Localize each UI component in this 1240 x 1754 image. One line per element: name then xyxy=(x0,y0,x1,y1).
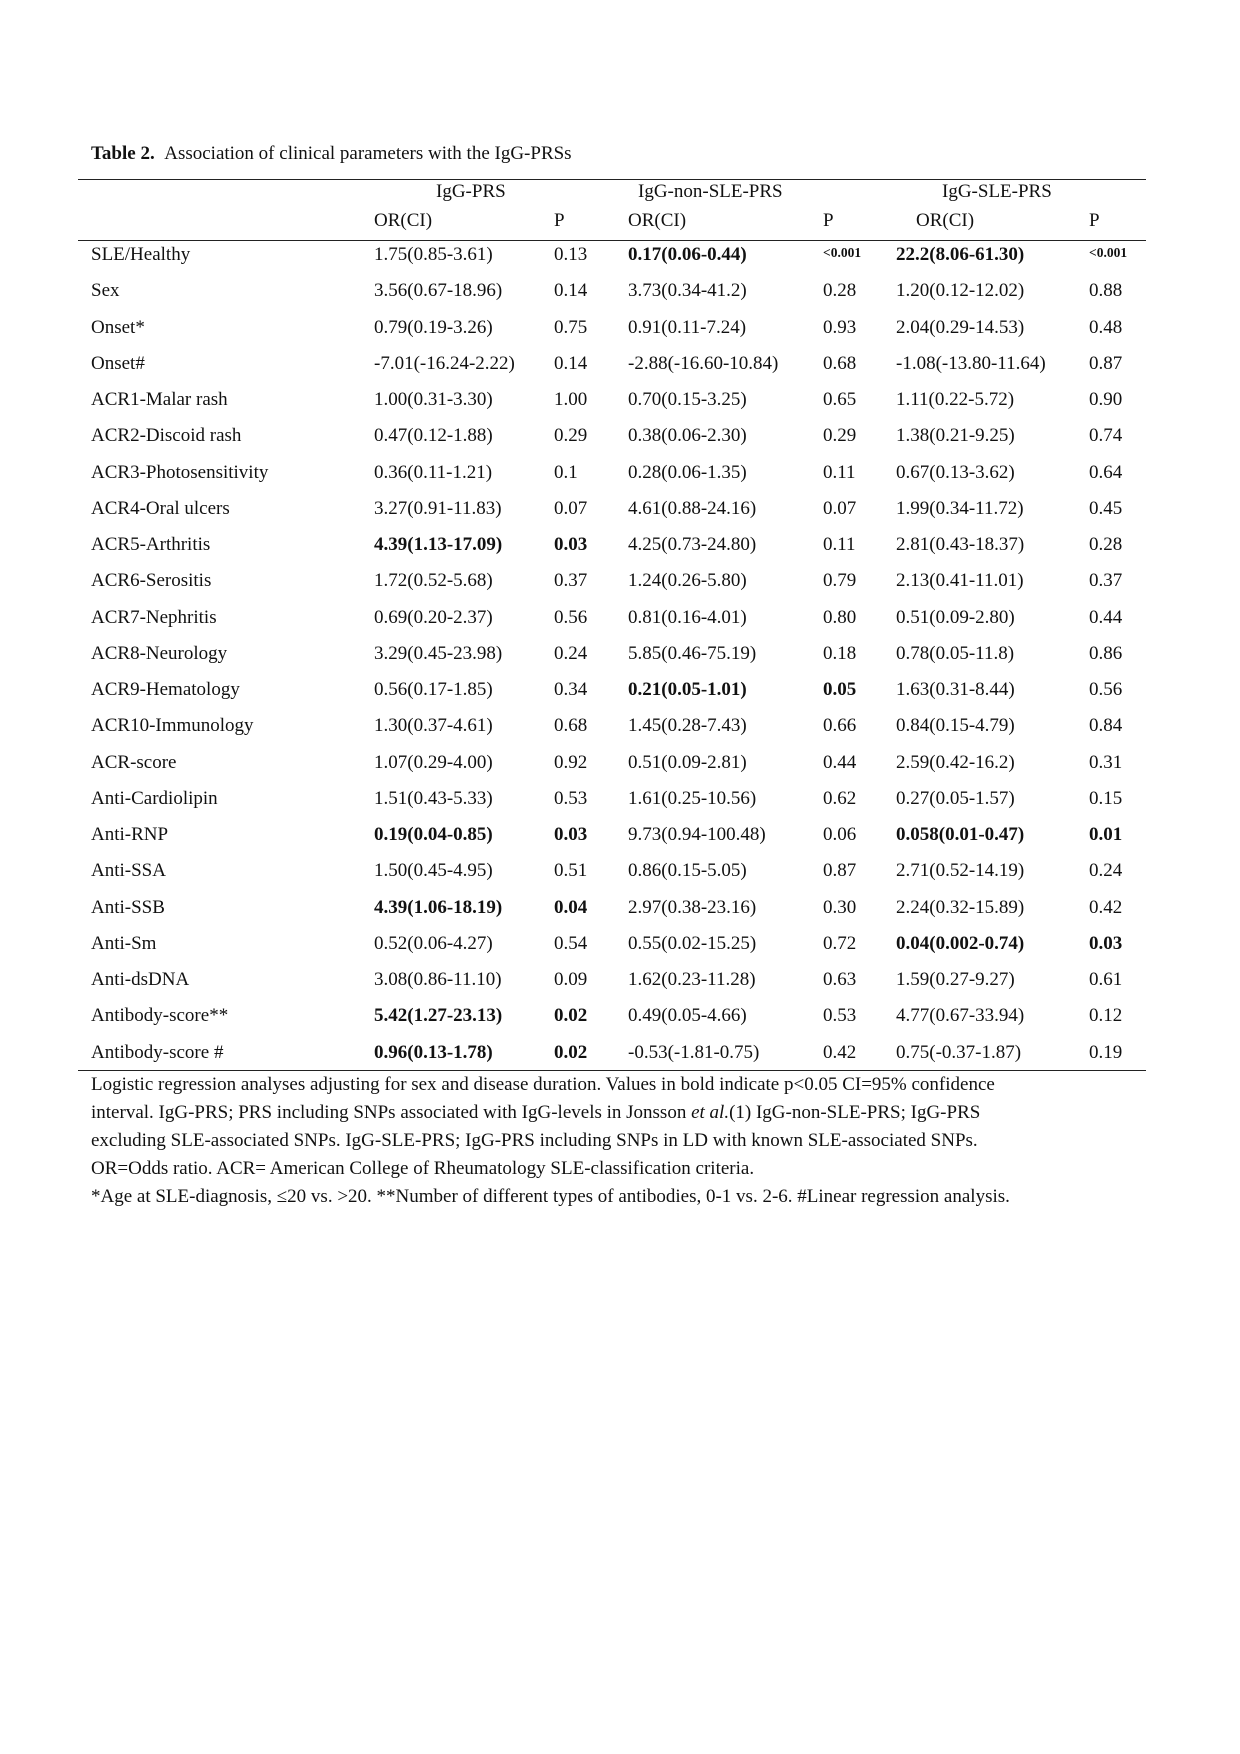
igg-prs-or-ci: 0.19(0.04-0.85) xyxy=(374,824,493,845)
igg-non-sle-prs-or-ci: 0.28(0.06-1.35) xyxy=(628,462,747,483)
igg-sle-prs-or-ci: -1.08(-13.80-11.64) xyxy=(896,353,1046,374)
group-header-igg-sle-prs: IgG-SLE-PRS xyxy=(942,181,1052,202)
row-label: Onset* xyxy=(91,317,145,338)
footnote-line-3: excluding SLE-associated SNPs. IgG-SLE-PRS; IgG-PRS including SNPs in LD with known SLE-associated SNPs. xyxy=(91,1130,978,1151)
igg-non-sle-prs-or-ci: 0.55(0.02-15.25) xyxy=(628,933,757,954)
table-footnotes xyxy=(91,1071,1151,1211)
igg-prs-or-ci: 0.79(0.19-3.26) xyxy=(374,317,493,338)
row-label: ACR5-Arthritis xyxy=(91,534,211,555)
igg-non-sle-prs-or-ci: 0.91(0.11-7.24) xyxy=(628,317,747,338)
table-caption-label: Table 2. xyxy=(91,143,155,164)
igg-prs-p: 0.09 xyxy=(554,969,588,990)
igg-non-sle-prs-or-ci: 4.61(0.88-24.16) xyxy=(628,498,757,519)
row-label: Antibody-score # xyxy=(91,1042,224,1063)
table-top-rule xyxy=(78,179,1146,180)
igg-non-sle-prs-p: 0.06 xyxy=(823,824,857,845)
igg-sle-prs-p: 0.48 xyxy=(1089,317,1123,338)
igg-prs-p: 0.68 xyxy=(554,715,588,736)
igg-sle-prs-or-ci: 2.71(0.52-14.19) xyxy=(896,860,1025,881)
igg-prs-or-ci: 4.39(1.06-18.19) xyxy=(374,897,503,918)
igg-non-sle-prs-p: 0.30 xyxy=(823,897,857,918)
igg-prs-or-ci: 3.56(0.67-18.96) xyxy=(374,280,503,301)
igg-non-sle-prs-p: 0.44 xyxy=(823,752,857,773)
igg-prs-or-ci: 1.07(0.29-4.00) xyxy=(374,752,493,773)
igg-sle-prs-p: 0.31 xyxy=(1089,752,1123,773)
igg-sle-prs-or-ci: 0.04(0.002-0.74) xyxy=(896,933,1025,954)
row-label: ACR10-Immunology xyxy=(91,715,254,736)
igg-non-sle-prs-or-ci: 0.70(0.15-3.25) xyxy=(628,389,747,410)
igg-sle-prs-p: 0.64 xyxy=(1089,462,1123,483)
igg-prs-or-ci: -7.01(-16.24-2.22) xyxy=(374,353,515,374)
igg-prs-p: 0.53 xyxy=(554,788,588,809)
subheader-p-3: P xyxy=(1089,210,1100,231)
footnote-line-2 xyxy=(91,1099,1151,1127)
igg-sle-prs-or-ci: 0.51(0.09-2.80) xyxy=(896,607,1015,628)
igg-sle-prs-p: 0.24 xyxy=(1089,860,1123,881)
igg-prs-p: 0.02 xyxy=(554,1042,588,1063)
igg-non-sle-prs-p: 0.11 xyxy=(823,462,856,483)
igg-prs-or-ci: 0.47(0.12-1.88) xyxy=(374,425,493,446)
igg-non-sle-prs-p: 0.42 xyxy=(823,1042,857,1063)
igg-sle-prs-or-ci: 4.77(0.67-33.94) xyxy=(896,1005,1025,1026)
igg-non-sle-prs-or-ci: 0.17(0.06-0.44) xyxy=(628,244,747,265)
igg-sle-prs-or-ci: 0.84(0.15-4.79) xyxy=(896,715,1015,736)
igg-sle-prs-or-ci: 0.27(0.05-1.57) xyxy=(896,788,1015,809)
igg-non-sle-prs-p: 0.53 xyxy=(823,1005,857,1026)
igg-sle-prs-p: 0.87 xyxy=(1089,353,1123,374)
igg-non-sle-prs-or-ci: 0.21(0.05-1.01) xyxy=(628,679,747,700)
igg-prs-p: 0.75 xyxy=(554,317,588,338)
igg-non-sle-prs-p: <0.001 xyxy=(823,245,862,260)
row-label: ACR2-Discoid rash xyxy=(91,425,242,446)
igg-non-sle-prs-or-ci: 3.73(0.34-41.2) xyxy=(628,280,747,301)
igg-prs-p: 0.04 xyxy=(554,897,588,918)
footnote-line-2-italic: et al. xyxy=(691,1102,730,1123)
igg-prs-or-ci: 5.42(1.27-23.13) xyxy=(374,1005,503,1026)
igg-sle-prs-p: 0.44 xyxy=(1089,607,1123,628)
subheader-or-ci-3: OR(CI) xyxy=(916,210,975,231)
igg-non-sle-prs-p: 0.05 xyxy=(823,679,857,700)
igg-sle-prs-p: 0.45 xyxy=(1089,498,1123,519)
row-label: Anti-SSB xyxy=(91,897,165,918)
igg-prs-p: 0.29 xyxy=(554,425,588,446)
row-label: ACR9-Hematology xyxy=(91,679,240,700)
table-header-rule xyxy=(78,240,1146,241)
igg-non-sle-prs-or-ci: 1.62(0.23-11.28) xyxy=(628,969,756,990)
igg-prs-p: 0.03 xyxy=(554,534,588,555)
igg-sle-prs-p: 0.12 xyxy=(1089,1005,1123,1026)
footnote-line-5: *Age at SLE-diagnosis, ≤20 vs. >20. **Number of different types of antibodies, 0-1 vs. 2-6. #Linear regression analysis. xyxy=(91,1186,1010,1207)
group-header-igg-prs: IgG-PRS xyxy=(436,181,506,202)
igg-prs-or-ci: 0.36(0.11-1.21) xyxy=(374,462,493,483)
igg-sle-prs-or-ci: 2.81(0.43-18.37) xyxy=(896,534,1025,555)
igg-non-sle-prs-p: 0.79 xyxy=(823,570,857,591)
igg-non-sle-prs-or-ci: 2.97(0.38-23.16) xyxy=(628,897,757,918)
row-label: Anti-dsDNA xyxy=(91,969,190,990)
igg-prs-p: 0.03 xyxy=(554,824,588,845)
row-label: Sex xyxy=(91,280,120,301)
row-label: SLE/Healthy xyxy=(91,244,191,265)
igg-sle-prs-p: 0.42 xyxy=(1089,897,1123,918)
igg-sle-prs-p: 0.37 xyxy=(1089,570,1123,591)
row-label: ACR6-Serositis xyxy=(91,570,212,591)
igg-prs-p: 0.51 xyxy=(554,860,588,881)
igg-sle-prs-or-ci: 1.11(0.22-5.72) xyxy=(896,389,1015,410)
igg-non-sle-prs-p: 0.63 xyxy=(823,969,857,990)
igg-prs-or-ci: 1.50(0.45-4.95) xyxy=(374,860,493,881)
igg-non-sle-prs-or-ci: 0.49(0.05-4.66) xyxy=(628,1005,747,1026)
igg-prs-p: 0.14 xyxy=(554,353,588,374)
igg-sle-prs-or-ci: 2.04(0.29-14.53) xyxy=(896,317,1025,338)
row-label: Onset# xyxy=(91,353,145,374)
row-label: Anti-SSA xyxy=(91,860,166,881)
igg-non-sle-prs-p: 0.11 xyxy=(823,534,856,555)
igg-sle-prs-p: <0.001 xyxy=(1089,245,1128,260)
igg-sle-prs-or-ci: 22.2(8.06-61.30) xyxy=(896,244,1025,265)
igg-sle-prs-p: 0.61 xyxy=(1089,969,1123,990)
igg-sle-prs-p: 0.03 xyxy=(1089,933,1123,954)
igg-sle-prs-p: 0.15 xyxy=(1089,788,1123,809)
igg-prs-p: 0.14 xyxy=(554,280,588,301)
igg-sle-prs-or-ci: 1.59(0.27-9.27) xyxy=(896,969,1015,990)
row-label: ACR-score xyxy=(91,752,177,773)
igg-prs-p: 0.92 xyxy=(554,752,588,773)
igg-non-sle-prs-p: 0.87 xyxy=(823,860,857,881)
igg-prs-or-ci: 0.96(0.13-1.78) xyxy=(374,1042,493,1063)
igg-sle-prs-or-ci: 0.058(0.01-0.47) xyxy=(896,824,1025,845)
igg-non-sle-prs-or-ci: 5.85(0.46-75.19) xyxy=(628,643,757,664)
igg-sle-prs-p: 0.01 xyxy=(1089,824,1123,845)
subheader-or-ci-2: OR(CI) xyxy=(628,210,687,231)
igg-non-sle-prs-or-ci: -0.53(-1.81-0.75) xyxy=(628,1042,760,1063)
igg-prs-or-ci: 3.27(0.91-11.83) xyxy=(374,498,502,519)
igg-non-sle-prs-p: 0.62 xyxy=(823,788,857,809)
igg-prs-or-ci: 1.72(0.52-5.68) xyxy=(374,570,493,591)
igg-sle-prs-p: 0.90 xyxy=(1089,389,1123,410)
igg-prs-or-ci: 0.52(0.06-4.27) xyxy=(374,933,493,954)
igg-prs-or-ci: 1.51(0.43-5.33) xyxy=(374,788,493,809)
row-label: ACR1-Malar rash xyxy=(91,389,228,410)
igg-prs-or-ci: 3.08(0.86-11.10) xyxy=(374,969,502,990)
row-label: Anti-Cardiolipin xyxy=(91,788,218,809)
igg-non-sle-prs-p: 0.80 xyxy=(823,607,857,628)
igg-non-sle-prs-p: 0.93 xyxy=(823,317,857,338)
table-caption xyxy=(91,143,572,165)
igg-sle-prs-p: 0.56 xyxy=(1089,679,1123,700)
igg-prs-p: 0.37 xyxy=(554,570,588,591)
igg-sle-prs-p: 0.88 xyxy=(1089,280,1123,301)
igg-sle-prs-or-ci: 2.13(0.41-11.01) xyxy=(896,570,1024,591)
igg-sle-prs-or-ci: 0.78(0.05-11.8) xyxy=(896,643,1015,664)
igg-non-sle-prs-or-ci: 1.45(0.28-7.43) xyxy=(628,715,747,736)
igg-non-sle-prs-p: 0.66 xyxy=(823,715,857,736)
igg-sle-prs-p: 0.19 xyxy=(1089,1042,1123,1063)
igg-prs-p: 0.1 xyxy=(554,462,578,483)
row-label: ACR7-Nephritis xyxy=(91,607,217,628)
igg-sle-prs-p: 0.28 xyxy=(1089,534,1123,555)
igg-non-sle-prs-or-ci: 0.81(0.16-4.01) xyxy=(628,607,747,628)
subheader-p-1: P xyxy=(554,210,565,231)
igg-non-sle-prs-or-ci: 0.51(0.09-2.81) xyxy=(628,752,747,773)
igg-non-sle-prs-or-ci: 1.24(0.26-5.80) xyxy=(628,570,747,591)
row-label: Anti-Sm xyxy=(91,933,157,954)
table-caption-text: Association of clinical parameters with the IgG-PRSs xyxy=(164,143,572,164)
igg-sle-prs-or-ci: 2.24(0.32-15.89) xyxy=(896,897,1025,918)
igg-prs-p: 0.34 xyxy=(554,679,588,700)
igg-non-sle-prs-or-ci: 1.61(0.25-10.56) xyxy=(628,788,757,809)
igg-non-sle-prs-p: 0.65 xyxy=(823,389,857,410)
igg-prs-p: 0.54 xyxy=(554,933,588,954)
igg-sle-prs-or-ci: 2.59(0.42-16.2) xyxy=(896,752,1015,773)
igg-prs-or-ci: 1.75(0.85-3.61) xyxy=(374,244,493,265)
footnote-line-2-post: (1) IgG-non-SLE-PRS; IgG-PRS xyxy=(729,1102,981,1123)
igg-prs-p: 0.07 xyxy=(554,498,588,519)
igg-non-sle-prs-or-ci: 0.38(0.06-2.30) xyxy=(628,425,747,446)
igg-non-sle-prs-p: 0.07 xyxy=(823,498,857,519)
row-label: ACR3-Photosensitivity xyxy=(91,462,269,483)
igg-sle-prs-or-ci: 0.75(-0.37-1.87) xyxy=(896,1042,1022,1063)
igg-prs-or-ci: 0.56(0.17-1.85) xyxy=(374,679,493,700)
subheader-p-2: P xyxy=(823,210,834,231)
igg-sle-prs-or-ci: 1.20(0.12-12.02) xyxy=(896,280,1025,301)
igg-non-sle-prs-p: 0.68 xyxy=(823,353,857,374)
igg-non-sle-prs-p: 0.28 xyxy=(823,280,857,301)
igg-prs-or-ci: 0.69(0.20-2.37) xyxy=(374,607,493,628)
footnote-line-2-pre: interval. IgG-PRS; PRS including SNPs associated with IgG-levels in Jonsson xyxy=(91,1102,692,1123)
igg-prs-p: 0.02 xyxy=(554,1005,588,1026)
igg-prs-p: 1.00 xyxy=(554,389,588,410)
row-label: Antibody-score** xyxy=(91,1005,229,1026)
row-label: ACR4-Oral ulcers xyxy=(91,498,230,519)
igg-non-sle-prs-p: 0.18 xyxy=(823,643,857,664)
igg-sle-prs-p: 0.74 xyxy=(1089,425,1123,446)
igg-prs-p: 0.24 xyxy=(554,643,588,664)
igg-prs-or-ci: 4.39(1.13-17.09) xyxy=(374,534,503,555)
row-label: ACR8-Neurology xyxy=(91,643,228,664)
igg-non-sle-prs-p: 0.72 xyxy=(823,933,857,954)
igg-prs-p: 0.13 xyxy=(554,244,588,265)
row-label: Anti-RNP xyxy=(91,824,169,845)
igg-prs-or-ci: 3.29(0.45-23.98) xyxy=(374,643,503,664)
group-header-igg-non-sle-prs: IgG-non-SLE-PRS xyxy=(638,181,783,202)
igg-non-sle-prs-p: 0.29 xyxy=(823,425,857,446)
footnote-line-4: OR=Odds ratio. ACR= American College of Rheumatology SLE-classification criteria. xyxy=(91,1158,755,1179)
igg-prs-or-ci: 1.00(0.31-3.30) xyxy=(374,389,493,410)
footnote-line-1: Logistic regression analyses adjusting for sex and disease duration. Values in bold indicate p<0.05 CI=95% confidence xyxy=(91,1074,995,1095)
subheader-or-ci-1: OR(CI) xyxy=(374,210,433,231)
igg-non-sle-prs-or-ci: -2.88(-16.60-10.84) xyxy=(628,353,779,374)
igg-prs-p: 0.56 xyxy=(554,607,588,628)
igg-sle-prs-or-ci: 1.99(0.34-11.72) xyxy=(896,498,1024,519)
igg-non-sle-prs-or-ci: 0.86(0.15-5.05) xyxy=(628,860,747,881)
igg-non-sle-prs-or-ci: 9.73(0.94-100.48) xyxy=(628,824,766,845)
igg-sle-prs-or-ci: 1.38(0.21-9.25) xyxy=(896,425,1015,446)
igg-sle-prs-p: 0.84 xyxy=(1089,715,1123,736)
igg-non-sle-prs-or-ci: 4.25(0.73-24.80) xyxy=(628,534,757,555)
igg-sle-prs-or-ci: 0.67(0.13-3.62) xyxy=(896,462,1015,483)
igg-sle-prs-or-ci: 1.63(0.31-8.44) xyxy=(896,679,1015,700)
igg-prs-or-ci: 1.30(0.37-4.61) xyxy=(374,715,493,736)
igg-sle-prs-p: 0.86 xyxy=(1089,643,1123,664)
